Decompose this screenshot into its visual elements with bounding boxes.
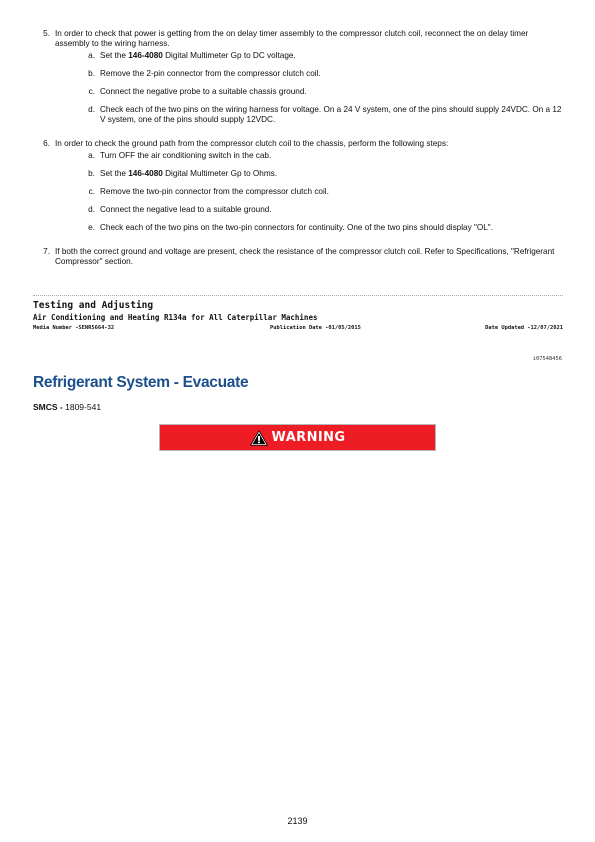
procedure-steps (33, 29, 563, 273)
step-number: 7. (43, 247, 50, 256)
smcs-value: 1809-541 (65, 402, 102, 412)
substep (55, 205, 563, 215)
step-text (55, 139, 563, 241)
substep (55, 87, 563, 97)
step-number: 5. (43, 29, 50, 38)
part-number-link[interactable]: 146-4080 (128, 169, 163, 178)
smcs-code (33, 402, 101, 412)
part-number-link[interactable]: 146-4080 (128, 51, 163, 60)
substep (55, 187, 563, 197)
substep-letter: a. (88, 151, 95, 160)
substep-text-post: Digital Multimeter Gp to Ohms. (162, 169, 278, 178)
warning-content (250, 430, 346, 446)
substep-text-pre: Set the (100, 169, 129, 178)
warning-label: WARNING (271, 430, 346, 445)
substep-letter: c. (88, 187, 95, 196)
substep-text: Remove the 2-pin connector from the compressor clutch coil. (100, 69, 321, 78)
substep-text-post: Digital Multimeter Gp to DC voltage. (162, 51, 296, 60)
substep (55, 69, 563, 79)
substep-text: Connect the negative probe to a suitable chassis ground. (100, 87, 307, 96)
smcs-label: SMCS - (33, 402, 63, 412)
substep-text: Connect the negative lead to a suitable ground. (100, 205, 272, 214)
substeps (55, 151, 563, 233)
substep (55, 223, 563, 233)
step-description: In order to check the ground path from the compressor clutch coil to the chassis, perform the following steps: (55, 139, 449, 148)
section-divider (33, 295, 563, 296)
page-heading: Refrigerant System - Evacuate (33, 374, 249, 391)
substep-letter: a. (88, 51, 95, 60)
substep (55, 51, 563, 61)
manual-title: Air Conditioning and Heating R134a for All Caterpillar Machines (33, 313, 318, 322)
warning-banner (159, 424, 436, 451)
substeps (55, 51, 563, 125)
substep-letter: c. (88, 87, 95, 96)
substep-text: Remove the two-pin connector from the compressor clutch coil. (100, 187, 329, 196)
step-number: 6. (43, 139, 50, 148)
step-description: In order to check that power is getting from the on delay timer assembly to the compressor clutch coil, reconnect the on delay timer assembly to the wiring harness. (55, 29, 529, 48)
step-text (55, 29, 563, 133)
substep-text: Check each of the two pins on the two-pin connectors for continuity. One of the two pins should display "OL". (100, 223, 493, 232)
warning-triangle-icon (250, 430, 268, 446)
substep-letter: d. (88, 105, 95, 114)
substep-letter: d. (88, 205, 95, 214)
substep (55, 105, 563, 125)
substep-text-pre: Set the (100, 51, 129, 60)
substep (55, 169, 563, 179)
step-7 (33, 247, 563, 267)
page-number: 2139 (287, 816, 308, 826)
date-updated: Date Updated -12/07/2021 (485, 325, 563, 331)
substep-text (100, 169, 563, 179)
substep-text: Turn OFF the air conditioning switch in the cab. (100, 151, 272, 160)
step-5 (33, 29, 563, 133)
substep (55, 151, 563, 161)
substep-letter: b. (88, 169, 95, 178)
media-number: Media Number -SENR5664-32 (33, 325, 115, 331)
publication-date: Publication Date -01/05/2015 (270, 325, 361, 331)
substep-text (100, 51, 563, 61)
section-title: Testing and Adjusting (33, 300, 154, 311)
substep-letter: b. (88, 69, 95, 78)
substep-text: Check each of the two pins on the wiring harness for voltage. On a 24 V system, one of the pins should supply 24VDC. On a 12 V system, one of the pins should supply 12VDC. (100, 105, 562, 124)
step-6 (33, 139, 563, 241)
document-id: i07548456 (532, 356, 562, 362)
step-description: If both the correct ground and voltage are present, check the resistance of the compressor clutch coil. Refer to Specifications, "Refrigerant Compressor" section. (55, 247, 555, 266)
substep-letter: e. (88, 223, 95, 232)
